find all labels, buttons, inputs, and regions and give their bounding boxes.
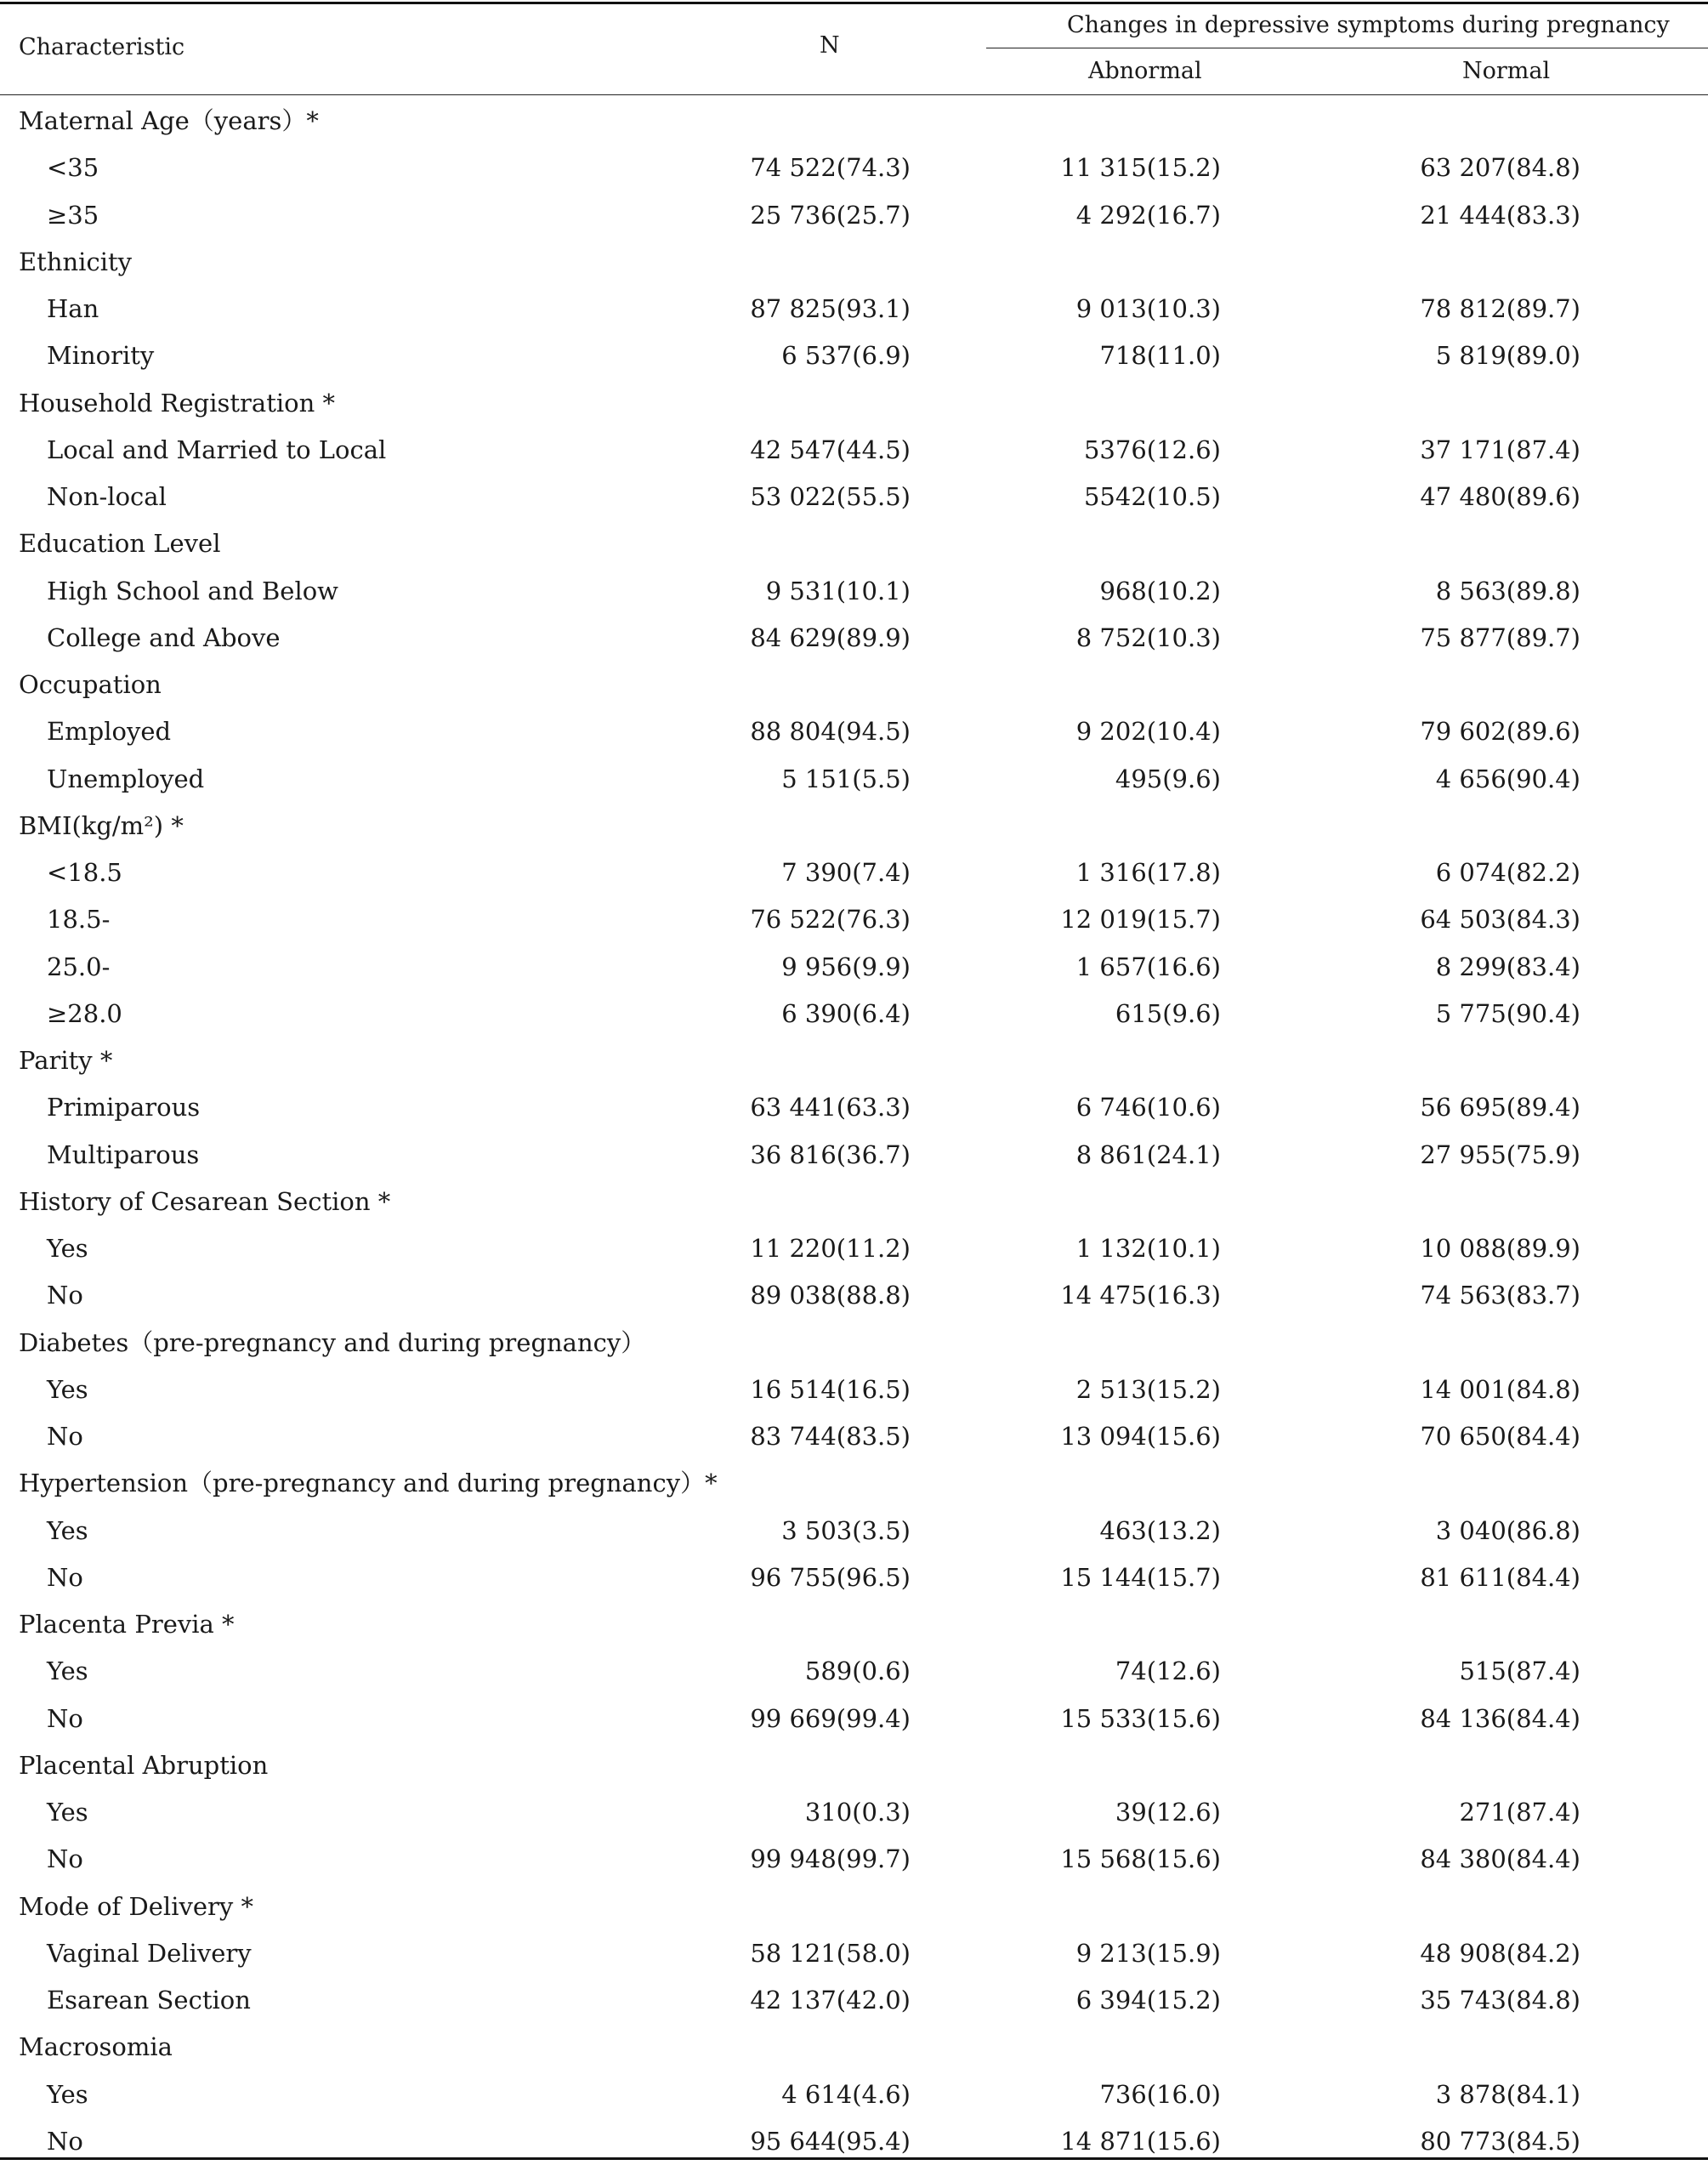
category-row	[0, 380, 1708, 427]
row-label: Ethnicity	[19, 247, 133, 276]
category-row	[0, 1742, 1708, 1789]
cell-n: 11 220(11.2)	[750, 1234, 911, 1263]
cell-abnormal: 12 019(15.7)	[1060, 905, 1221, 935]
cell-abnormal: 74(12.6)	[1115, 1656, 1221, 1686]
header-characteristic: Characteristic	[19, 34, 185, 60]
cell-normal: 27 955(75.9)	[1420, 1139, 1580, 1169]
cell-n: 89 038(88.8)	[750, 1281, 911, 1310]
cell-normal: 3 040(86.8)	[1435, 1515, 1580, 1545]
row-label: Esarean Section	[47, 1986, 251, 2014]
table-bottom-rule	[0, 2157, 1708, 2160]
row-label: No	[47, 1422, 83, 1451]
row-label: <18.5	[47, 858, 122, 887]
cell-n: 9 956(9.9)	[781, 952, 911, 981]
table-row	[0, 474, 1708, 520]
row-label: Parity *	[19, 1046, 113, 1075]
category-row	[0, 1601, 1708, 1648]
cell-abnormal: 8 752(10.3)	[1075, 622, 1221, 652]
cell-abnormal: 718(11.0)	[1099, 341, 1221, 371]
cell-abnormal: 4 292(16.7)	[1075, 200, 1221, 230]
table-row	[0, 1132, 1708, 1179]
row-label: 18.5-	[47, 905, 111, 935]
cell-abnormal: 9 013(10.3)	[1075, 294, 1221, 323]
cell-abnormal: 9 213(15.9)	[1075, 1938, 1221, 1968]
cell-abnormal: 1 657(16.6)	[1075, 952, 1221, 981]
cell-abnormal: 6 394(15.2)	[1075, 1986, 1221, 2014]
table-row	[0, 286, 1708, 332]
category-row	[0, 1179, 1708, 1225]
cell-normal: 3 878(84.1)	[1435, 2079, 1580, 2109]
row-label: Yes	[47, 1656, 88, 1686]
cell-n: 7 390(7.4)	[781, 858, 911, 887]
cell-n: 25 736(25.7)	[750, 200, 911, 230]
cell-n: 74 522(74.3)	[750, 153, 911, 183]
cell-n: 16 514(16.5)	[750, 1374, 911, 1404]
cell-n: 87 825(93.1)	[750, 294, 911, 323]
row-label: Placental Abruption	[19, 1750, 269, 1780]
table-row	[0, 708, 1708, 755]
table-row	[0, 427, 1708, 474]
row-label: Unemployed	[47, 764, 205, 793]
category-row	[0, 662, 1708, 708]
table-row	[0, 896, 1708, 943]
cell-n: 3 503(3.5)	[781, 1515, 911, 1545]
cell-normal: 75 877(89.7)	[1420, 622, 1580, 652]
cell-normal: 74 563(83.7)	[1420, 1281, 1580, 1310]
row-label: Non-local	[47, 482, 167, 511]
cell-normal: 4 656(90.4)	[1435, 764, 1580, 793]
cell-normal: 14 001(84.8)	[1420, 1374, 1580, 1404]
cell-abnormal: 495(9.6)	[1115, 764, 1221, 793]
table-row	[0, 1696, 1708, 1742]
cell-abnormal: 463(13.2)	[1099, 1515, 1221, 1545]
table-row	[0, 1413, 1708, 1460]
cell-normal: 79 602(89.6)	[1420, 717, 1580, 747]
row-label: No	[47, 1844, 83, 1874]
cell-n: 58 121(58.0)	[750, 1938, 911, 1968]
cell-abnormal: 15 568(15.6)	[1060, 1844, 1221, 1874]
cell-n: 76 522(76.3)	[750, 905, 911, 935]
cell-n: 96 755(96.5)	[750, 1562, 911, 1592]
cell-n: 4 614(4.6)	[781, 2079, 911, 2109]
row-label: <35	[47, 153, 99, 183]
cell-n: 36 816(36.7)	[750, 1139, 911, 1169]
table-row	[0, 615, 1708, 662]
cell-n: 589(0.6)	[804, 1656, 911, 1686]
table-row	[0, 1836, 1708, 1883]
cell-normal: 21 444(83.3)	[1420, 200, 1580, 230]
row-label: High School and Below	[47, 576, 339, 605]
cell-normal: 84 380(84.4)	[1420, 1844, 1580, 1874]
table-row	[0, 991, 1708, 1037]
cell-abnormal: 11 315(15.2)	[1060, 153, 1221, 183]
row-label: No	[47, 1703, 83, 1733]
header-group: Changes in depressive symptoms during pregnancy	[1067, 12, 1670, 38]
row-label: 25.0-	[47, 952, 111, 981]
row-label: Diabetes（pre-pregnancy and during pregnancy）	[19, 1327, 646, 1357]
cell-normal: 10 088(89.9)	[1420, 1234, 1580, 1263]
row-label: Employed	[47, 717, 172, 747]
table-row	[0, 1225, 1708, 1272]
cell-n: 84 629(89.9)	[750, 622, 911, 652]
cell-n: 310(0.3)	[804, 1798, 911, 1827]
table-row	[0, 1648, 1708, 1695]
cell-abnormal: 14 475(16.3)	[1060, 1281, 1221, 1310]
category-row	[0, 803, 1708, 850]
row-label: Macrosomia	[19, 2032, 173, 2062]
cell-n: 53 022(55.5)	[750, 482, 911, 511]
cell-abnormal: 1 132(10.1)	[1075, 1234, 1221, 1263]
row-label: Yes	[47, 1515, 88, 1545]
cell-normal: 5 775(90.4)	[1435, 998, 1580, 1028]
row-label: Minority	[47, 341, 155, 371]
category-row	[0, 98, 1708, 145]
cell-normal: 78 812(89.7)	[1420, 294, 1580, 323]
row-label: Placenta Previa *	[19, 1610, 235, 1639]
cell-n: 9 531(10.1)	[765, 576, 911, 605]
cell-n: 63 441(63.3)	[750, 1093, 911, 1122]
row-label: College and Above	[47, 622, 281, 652]
row-label: Education Level	[19, 529, 221, 559]
cell-normal: 37 171(87.4)	[1420, 435, 1580, 464]
table-row	[0, 2071, 1708, 2118]
cell-normal: 48 908(84.2)	[1420, 1938, 1580, 1968]
category-row	[0, 1460, 1708, 1507]
cell-normal: 63 207(84.8)	[1420, 153, 1580, 183]
cell-abnormal: 5376(12.6)	[1083, 435, 1221, 464]
row-label: BMI(kg/m²) *	[19, 810, 184, 840]
cell-abnormal: 736(16.0)	[1099, 2079, 1221, 2109]
cell-normal: 47 480(89.6)	[1420, 482, 1580, 511]
row-label: Yes	[47, 2079, 88, 2109]
row-label: Yes	[47, 1798, 88, 1827]
cell-abnormal: 14 871(15.6)	[1060, 2126, 1221, 2156]
table-row	[0, 756, 1708, 803]
header-normal: Normal	[1462, 58, 1551, 84]
row-label: Occupation	[19, 670, 162, 699]
row-label: Han	[47, 294, 99, 323]
table-row	[0, 1930, 1708, 1977]
category-row	[0, 520, 1708, 567]
cell-n: 42 137(42.0)	[750, 1986, 911, 2014]
cell-abnormal: 15 144(15.7)	[1060, 1562, 1221, 1592]
category-row	[0, 239, 1708, 286]
cell-normal: 84 136(84.4)	[1420, 1703, 1580, 1733]
cell-n: 95 644(95.4)	[750, 2126, 911, 2156]
cell-normal: 81 611(84.4)	[1420, 1562, 1580, 1592]
table-row	[0, 1508, 1708, 1554]
cell-normal: 80 773(84.5)	[1420, 2126, 1580, 2156]
row-label: Yes	[47, 1374, 88, 1404]
row-label: Primiparous	[47, 1093, 201, 1122]
row-label: Local and Married to Local	[47, 435, 387, 464]
cell-abnormal: 615(9.6)	[1115, 998, 1221, 1028]
cell-abnormal: 2 513(15.2)	[1075, 1374, 1221, 1404]
cell-normal: 56 695(89.4)	[1420, 1093, 1580, 1122]
cell-abnormal: 5542(10.5)	[1083, 482, 1221, 511]
row-label: Yes	[47, 1234, 88, 1263]
cell-abnormal: 15 533(15.6)	[1060, 1703, 1221, 1733]
cell-n: 83 744(83.5)	[750, 1422, 911, 1451]
category-row	[0, 2024, 1708, 2071]
table-row	[0, 1789, 1708, 1836]
cell-n: 88 804(94.5)	[750, 717, 911, 747]
cell-normal: 271(87.4)	[1459, 1798, 1580, 1827]
table-row	[0, 850, 1708, 896]
cell-abnormal: 968(10.2)	[1099, 576, 1221, 605]
cell-normal: 8 563(89.8)	[1435, 576, 1580, 605]
table-row	[0, 1272, 1708, 1319]
row-label: Hypertension（pre-pregnancy and during pregnancy）*	[19, 1469, 718, 1498]
row-label: Household Registration *	[19, 388, 335, 418]
table-row	[0, 944, 1708, 991]
row-label: Multiparous	[47, 1139, 200, 1169]
row-label: Mode of Delivery *	[19, 1891, 253, 1921]
row-label: Vaginal Delivery	[47, 1938, 252, 1968]
table-row	[0, 192, 1708, 239]
cell-abnormal: 39(12.6)	[1115, 1798, 1221, 1827]
cell-normal: 8 299(83.4)	[1435, 952, 1580, 981]
row-label: No	[47, 1281, 83, 1310]
header-n: N	[820, 32, 840, 59]
cell-abnormal: 9 202(10.4)	[1075, 717, 1221, 747]
cell-normal: 515(87.4)	[1459, 1656, 1580, 1686]
row-label: No	[47, 2126, 83, 2156]
cell-n: 5 151(5.5)	[781, 764, 911, 793]
row-label: History of Cesarean Section *	[19, 1186, 391, 1216]
header-abnormal: Abnormal	[1088, 58, 1202, 84]
cell-n: 6 537(6.9)	[781, 341, 911, 371]
header-bottom-rule	[0, 94, 1708, 95]
cell-abnormal: 6 746(10.6)	[1075, 1093, 1221, 1122]
cell-normal: 6 074(82.2)	[1435, 858, 1580, 887]
table-row	[0, 1084, 1708, 1131]
cell-abnormal: 8 861(24.1)	[1075, 1139, 1221, 1169]
table-row	[0, 1977, 1708, 2024]
category-row	[0, 1320, 1708, 1367]
cell-n: 42 547(44.5)	[750, 435, 911, 464]
cell-normal: 70 650(84.4)	[1420, 1422, 1580, 1451]
row-label: ≥28.0	[47, 998, 122, 1028]
cell-abnormal: 13 094(15.6)	[1060, 1422, 1221, 1451]
table-top-rule	[0, 2, 1708, 4]
row-label: Maternal Age（years）*	[19, 106, 319, 135]
table-row	[0, 1367, 1708, 1413]
row-label: No	[47, 1562, 83, 1592]
cell-abnormal: 1 316(17.8)	[1075, 858, 1221, 887]
table-row	[0, 145, 1708, 191]
category-row	[0, 1884, 1708, 1930]
cell-n: 99 669(99.4)	[750, 1703, 911, 1733]
table-row	[0, 1554, 1708, 1601]
cell-normal: 35 743(84.8)	[1420, 1986, 1580, 2014]
table-row	[0, 332, 1708, 379]
cell-normal: 5 819(89.0)	[1435, 341, 1580, 371]
cell-n: 99 948(99.7)	[750, 1844, 911, 1874]
table-row	[0, 568, 1708, 615]
cell-n: 6 390(6.4)	[781, 998, 911, 1028]
row-label: ≥35	[47, 200, 99, 230]
category-row	[0, 1037, 1708, 1084]
cell-normal: 64 503(84.3)	[1420, 905, 1580, 935]
